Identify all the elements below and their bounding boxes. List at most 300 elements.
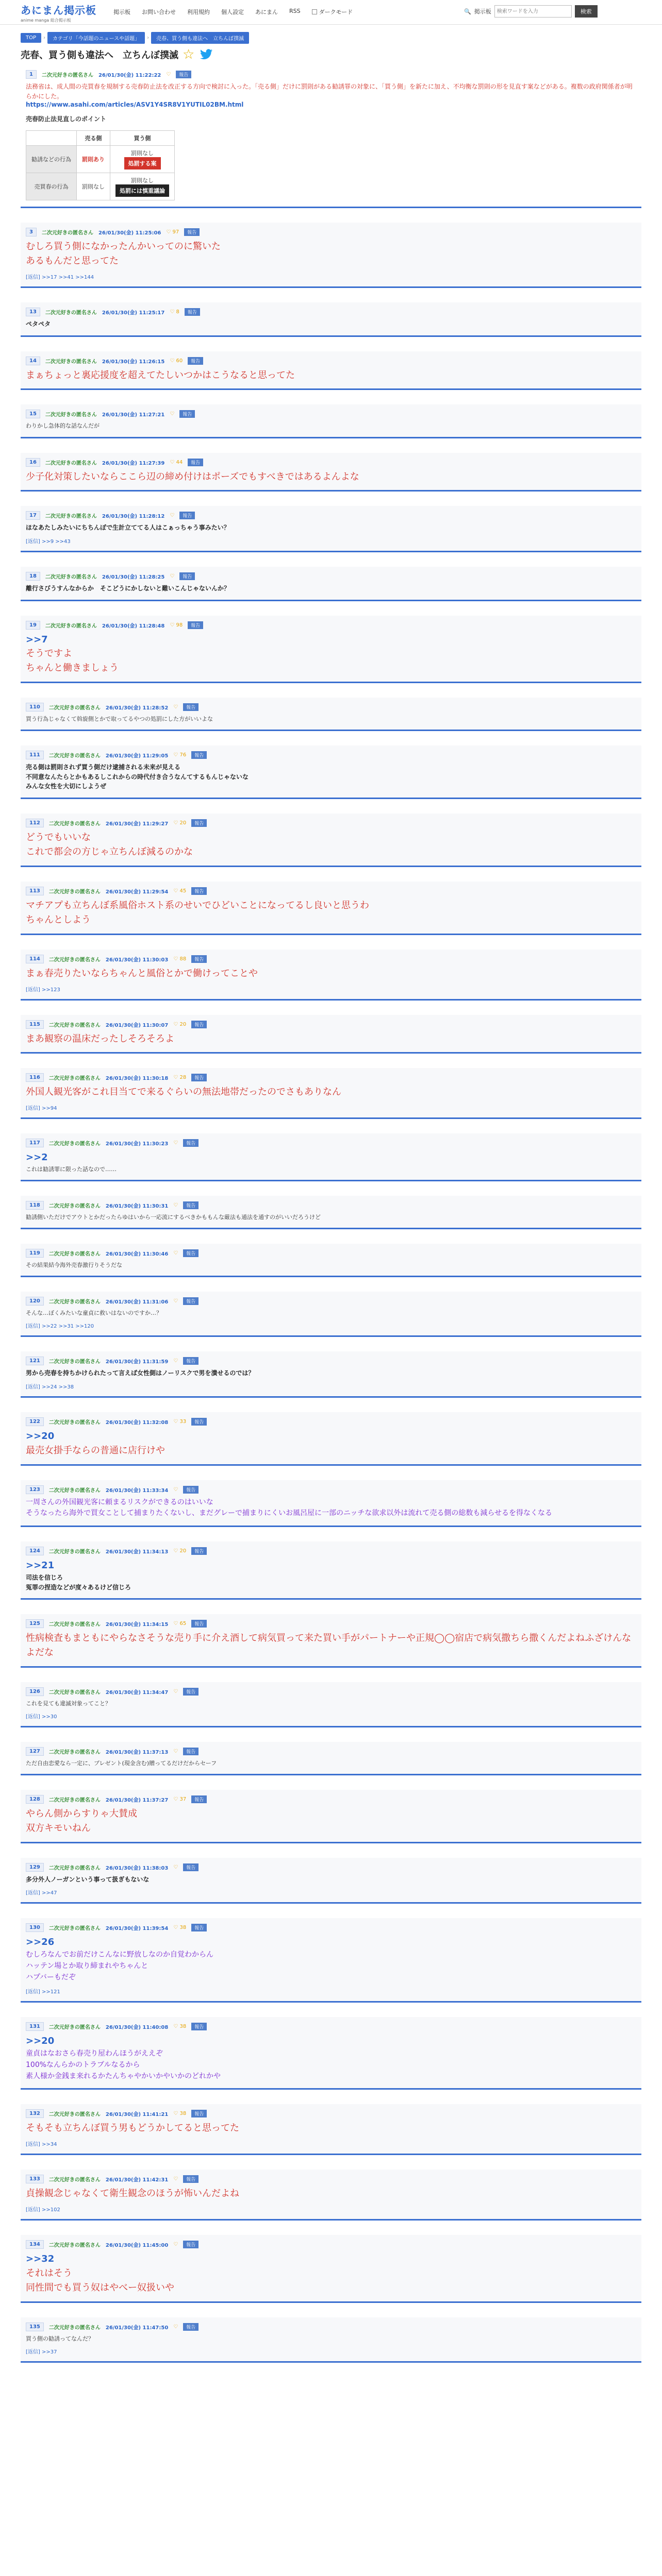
post-number[interactable]: 133 xyxy=(26,2175,44,2183)
post-number[interactable]: 125 xyxy=(26,1619,44,1628)
post xyxy=(21,1015,641,1054)
report-button[interactable]: 報告 xyxy=(183,1486,198,1494)
post-number[interactable]: 128 xyxy=(26,1795,44,1804)
nav-item-contact[interactable]: お問い合わせ xyxy=(142,9,176,15)
post xyxy=(21,567,641,601)
poster-name: 二次元好きの匿名さん xyxy=(48,2243,101,2249)
post-date: 26/01/30(金) 11:30:46 xyxy=(105,1251,169,1258)
like-count-value: 60 xyxy=(176,358,183,364)
report-button[interactable]: 報告 xyxy=(191,2023,207,2030)
poster-name: 二次元好きの匿名さん xyxy=(48,1299,101,1306)
post-number[interactable]: 118 xyxy=(26,1201,44,1210)
post-body: まぁ春売りたいならちゃんと風俗とかで働けってことや xyxy=(26,968,258,979)
report-button[interactable]: 報告 xyxy=(191,1620,207,1628)
report-button[interactable]: 報告 xyxy=(188,459,203,466)
poster-name: 二次元好きの匿名さん xyxy=(48,1622,101,1628)
reply-links[interactable]: [返信] >>94 xyxy=(26,1106,57,1112)
poster-name: 二次元好きの匿名さん xyxy=(48,1359,101,1365)
post xyxy=(21,65,641,208)
nav-item-terms[interactable]: 利用規約 xyxy=(187,9,210,15)
post-date: 26/01/30(金) 11:28:12 xyxy=(102,514,165,520)
poster-name: 二次元好きの匿名さん xyxy=(48,1798,101,1804)
report-button[interactable]: 報告 xyxy=(191,1795,207,1803)
report-button[interactable]: 報告 xyxy=(191,819,207,827)
reply-anchor[interactable]: >>21 xyxy=(26,1560,55,1571)
post-body: 勧誘側いただけでアウトとかだったらゆはいから一応流にするべきかももんな厳法も通法を通すのがいいだろうけど xyxy=(26,1214,321,1221)
post xyxy=(21,1682,641,1727)
post xyxy=(21,1133,641,1181)
post-date: 26/01/30(金) 11:27:21 xyxy=(102,412,165,418)
like-count[interactable] xyxy=(173,956,186,962)
reply-anchor[interactable]: >>26 xyxy=(26,1937,55,1948)
post-body: これを見ても違滅対象ってこと？ xyxy=(26,1700,111,1707)
post-number[interactable]: 114 xyxy=(26,955,44,963)
reply-links[interactable]: [返信] >>17 >>41 >>144 xyxy=(26,274,94,280)
poster-name: 二次元好きの匿名さん xyxy=(45,514,97,520)
like-count[interactable] xyxy=(170,622,183,628)
post-date: 26/01/30(金) 11:32:08 xyxy=(105,1419,169,1426)
search-scope-label[interactable]: 掲示板 xyxy=(474,8,491,15)
post-date: 26/01/30(金) 11:22:22 xyxy=(98,73,161,78)
post-date: 26/01/30(金) 11:29:54 xyxy=(105,889,169,895)
post-body: ほなあたしみたいにちちんぼで生計立ててる人はこぁっちゃう事みたい？ xyxy=(26,524,230,532)
post-number[interactable]: 130 xyxy=(26,1923,44,1932)
like-count-value: 45 xyxy=(179,888,187,894)
poster-name: 二次元好きの匿名さん xyxy=(41,230,93,236)
post-number[interactable]: 16 xyxy=(26,458,40,467)
report-button[interactable]: 報告 xyxy=(191,1547,207,1555)
post-date: 26/01/30(金) 11:26:15 xyxy=(102,359,165,365)
reply-links[interactable]: [返信] >>102 xyxy=(26,2207,60,2213)
post-number[interactable]: 13 xyxy=(26,308,40,316)
post-body: 少子化対策したいならここら辺の締め付けはポーズでもすべきではあるよんよな xyxy=(26,471,359,482)
nav-item-board[interactable]: 掲示板 xyxy=(113,9,130,15)
reply-links[interactable]: [返信] >>22 >>31 >>120 xyxy=(26,1324,94,1330)
report-button[interactable]: 報告 xyxy=(183,1357,198,1365)
post-body: 離行さびうすんなからか そこどうにかしないと難いこんじゃないんか？ xyxy=(26,584,230,592)
post-body: それはそう 同性間でも買う奴はやべー奴扱いや xyxy=(26,2268,174,2293)
reply-anchor[interactable]: >>32 xyxy=(26,2253,55,2265)
post xyxy=(21,1614,641,1668)
heart-icon: ♡ xyxy=(170,358,175,364)
heart-icon[interactable]: ♡ xyxy=(173,1250,178,1257)
post xyxy=(21,1858,641,1904)
post-date: 26/01/30(金) 11:30:23 xyxy=(105,1141,169,1147)
poster-name: 二次元好きの匿名さん xyxy=(45,574,97,580)
report-button[interactable]: 報告 xyxy=(183,1863,198,1871)
post-body: まぁちょっと裏応援度を超えてたしいつかはこうなると思ってた xyxy=(26,369,295,381)
like-count[interactable] xyxy=(173,752,186,758)
like-count-value: 33 xyxy=(179,1418,187,1425)
post-number[interactable]: 120 xyxy=(26,1297,44,1306)
post-header xyxy=(26,1357,636,1365)
post-date: 26/01/30(金) 11:34:47 xyxy=(105,1690,169,1696)
post-number[interactable]: 124 xyxy=(26,1547,44,1555)
like-count[interactable] xyxy=(170,309,179,315)
like-count[interactable] xyxy=(173,1925,186,1930)
breadcrumb-category[interactable]: カテゴリ「今話題のニュースや話題」 xyxy=(47,32,145,44)
post-header xyxy=(26,1073,636,1082)
post-header xyxy=(26,1417,636,1426)
like-count[interactable] xyxy=(173,820,186,826)
poster-name: 二次元好きの匿名さん xyxy=(48,2112,101,2118)
table-caption: 売春防止法見直しのポイント xyxy=(26,115,107,123)
table-row-label: 勧誘などの行為 xyxy=(26,146,77,173)
search-input[interactable] xyxy=(494,5,572,18)
table-corner xyxy=(26,131,77,146)
like-count-value: 38 xyxy=(179,1925,187,1931)
heart-icon[interactable]: ♡ xyxy=(173,1202,178,1209)
table-row-label: 売買春の行為 xyxy=(26,173,77,200)
like-count[interactable] xyxy=(170,460,183,465)
table-cell: 罰則なし xyxy=(131,177,154,184)
heart-icon: ♡ xyxy=(173,2111,178,2117)
post-number[interactable]: 18 xyxy=(26,572,40,581)
reply-anchor[interactable]: >>20 xyxy=(26,1430,55,1442)
report-button[interactable]: 報告 xyxy=(183,2323,198,2331)
heart-icon[interactable]: ♡ xyxy=(166,72,171,77)
post-number[interactable]: 19 xyxy=(26,621,40,630)
post-body: 男から売春を持ちかけられたって言えば女性側はノーリスクで男を潰せるのでは？ xyxy=(26,1369,255,1377)
post xyxy=(21,2017,641,2090)
star-icon[interactable]: ☆ xyxy=(183,47,195,62)
table-cell: 罰則なし xyxy=(131,150,154,157)
like-count[interactable] xyxy=(173,1022,186,1027)
post xyxy=(21,404,641,438)
report-button[interactable]: 報告 xyxy=(188,357,203,365)
post xyxy=(21,1244,641,1277)
post-header xyxy=(26,1863,636,1872)
report-button[interactable]: 報告 xyxy=(183,2241,198,2248)
like-count-value: 65 xyxy=(179,1621,187,1627)
post-number[interactable]: 1 xyxy=(26,70,37,79)
post-body: そもそも立ちんぼ買う男もどうかしてると思ってた xyxy=(26,2123,239,2134)
post-date: 26/01/30(金) 11:42:31 xyxy=(105,2177,169,2183)
post-date: 26/01/30(金) 11:25:17 xyxy=(102,310,165,316)
report-button[interactable]: 報告 xyxy=(179,572,195,580)
post-header xyxy=(26,1687,636,1696)
report-button[interactable]: 報告 xyxy=(191,1021,207,1028)
post-header xyxy=(26,1795,636,1804)
heart-icon: ♡ xyxy=(173,752,178,758)
reply-links[interactable]: [返信] >>30 xyxy=(26,1714,57,1720)
post-body: 最売女掛手ならの普通に店行けや xyxy=(26,1445,165,1456)
post-body: 売る側は罰則されず買う側だけ逮捕される未来が見える 不同意なんたらとかもあるしこれからの時代付き合うなんてするもんじゃないな みんな女性を大切にしようぜ xyxy=(26,764,249,790)
post-header xyxy=(26,2022,636,2031)
dark-mode-checkbox[interactable] xyxy=(312,9,317,14)
poster-name: 二次元好きの匿名さん xyxy=(48,889,101,895)
report-button[interactable]: 報告 xyxy=(191,1924,207,1931)
post-header xyxy=(26,357,636,365)
report-button[interactable]: 報告 xyxy=(183,2175,198,2183)
post-header xyxy=(26,2323,636,2331)
table-cell: 罰則あり xyxy=(82,156,105,163)
post-date: 26/01/30(金) 11:31:06 xyxy=(105,1299,169,1306)
post-date: 26/01/30(金) 11:41:21 xyxy=(105,2112,169,2118)
poster-name: 二次元好きの匿名さん xyxy=(45,359,97,365)
heart-icon: ♡ xyxy=(173,1418,178,1425)
heart-icon[interactable]: ♡ xyxy=(173,1140,178,1146)
heart-icon[interactable]: ♡ xyxy=(173,1298,178,1304)
post-header xyxy=(26,1297,636,1306)
heart-icon: ♡ xyxy=(173,1621,178,1627)
report-button[interactable]: 報告 xyxy=(183,1748,198,1755)
post xyxy=(21,351,641,391)
post-body: 一周さんの外国観光客に頼まるリスクができるのはいいな そうなったら海外で買女ことして捕まりたくないし、まだグレーで捕まりにくいお風呂屋に一部のニッチな欲求以外は流れて売る側の総数も減らせるを得なくなる xyxy=(26,1498,553,1518)
post-body: どうでもいいな これで都会の方じゃ立ちんぼ減るのかな xyxy=(26,832,193,857)
report-button[interactable]: 報告 xyxy=(183,703,198,711)
report-button[interactable]: 報告 xyxy=(191,751,207,759)
post-number[interactable]: 121 xyxy=(26,1357,44,1365)
post-date: 26/01/30(金) 11:47:50 xyxy=(105,2325,169,2331)
poster-name: 二次元好きの匿名さん xyxy=(48,2325,101,2331)
poster-name: 二次元好きの匿名さん xyxy=(45,310,97,316)
heart-icon[interactable]: ♡ xyxy=(173,1864,178,1870)
post xyxy=(21,698,641,731)
post-body: 買う側の勧誘ってなんだ？ xyxy=(26,2335,94,2342)
post-number[interactable]: 129 xyxy=(26,1863,44,1872)
like-count-value: 38 xyxy=(179,2024,187,2030)
reply-links[interactable]: [返信] >>24 >>38 xyxy=(26,1384,74,1390)
heart-icon: ♡ xyxy=(173,1925,178,1931)
reply-links[interactable]: [返信] >>121 xyxy=(26,1989,60,1995)
post xyxy=(21,1412,641,1466)
dark-mode-toggle[interactable] xyxy=(312,8,353,16)
post-body: その結果結今海外売春激行りそうだな xyxy=(26,1262,122,1269)
post-date: 26/01/30(金) 11:38:03 xyxy=(105,1865,169,1871)
heart-icon[interactable]: ♡ xyxy=(173,1749,178,1755)
report-button[interactable]: 報告 xyxy=(191,955,207,963)
heart-icon[interactable]: ♡ xyxy=(173,1689,178,1694)
report-button[interactable]: 報告 xyxy=(185,308,200,316)
post-number[interactable]: 110 xyxy=(26,703,44,711)
post-date: 26/01/30(金) 11:33:34 xyxy=(105,1487,169,1494)
post-header xyxy=(26,1747,636,1756)
post-date: 26/01/30(金) 11:30:03 xyxy=(105,957,169,963)
post-number[interactable]: 123 xyxy=(26,1485,44,1494)
post xyxy=(21,882,641,935)
like-count[interactable] xyxy=(173,2024,186,2029)
post-body: マチアプも立ちんぼ系風俗ホスト系のせいでひどいことになってるし良いと思うわ ちゃんとしよう xyxy=(26,900,369,925)
reply-links[interactable]: [返信] >>123 xyxy=(26,987,60,993)
post-body: まあ観察の温床だったしそろそろよ xyxy=(26,1033,174,1044)
dark-mode-label: ダークモード xyxy=(319,9,353,15)
breadcrumb xyxy=(21,32,249,44)
report-button[interactable]: 報告 xyxy=(183,1201,198,1209)
post-number[interactable]: 111 xyxy=(26,751,44,759)
reply-links[interactable]: [返信] >>47 xyxy=(26,1890,57,1896)
post-body: 多分外人ノーガンという事って扱ぎもないな xyxy=(26,1875,150,1883)
post-date: 26/01/30(金) 11:40:08 xyxy=(105,2025,169,2031)
post-number[interactable]: 122 xyxy=(26,1417,44,1426)
like-count-value: 88 xyxy=(179,956,187,962)
heart-icon: ♡ xyxy=(173,1021,178,1027)
post-header xyxy=(26,1547,636,1555)
logo-subtitle: anime manga 総合掲示板 xyxy=(21,18,71,23)
reply-links[interactable]: [返信] >>9 >>43 xyxy=(26,538,71,545)
report-button[interactable]: 報告 xyxy=(191,2110,207,2117)
like-count-value: 44 xyxy=(176,459,183,465)
post-header xyxy=(26,1020,636,1029)
table-col-header: 買う側 xyxy=(110,131,175,146)
reply-links[interactable]: [返信] >>34 xyxy=(26,2142,57,2148)
post-header xyxy=(26,458,636,467)
search-bar xyxy=(464,5,598,18)
reply-anchor[interactable]: >>7 xyxy=(26,634,48,645)
post-header xyxy=(26,1923,636,1932)
poster-name: 二次元好きの匿名さん xyxy=(48,1141,101,1147)
heart-icon: ♡ xyxy=(173,1548,178,1554)
post-header xyxy=(26,70,636,79)
post-number[interactable]: 119 xyxy=(26,1249,44,1258)
post-number[interactable]: 3 xyxy=(26,228,37,236)
site-header xyxy=(0,0,662,25)
heart-icon[interactable]: ♡ xyxy=(170,513,175,519)
heart-icon[interactable]: ♡ xyxy=(170,411,175,417)
post-body: 買う行為じゃなくて斡旋側とかで取ってるやつの処罰にした方がいいよな xyxy=(26,716,213,723)
heart-icon: ♡ xyxy=(173,2024,178,2030)
post-header xyxy=(26,2109,636,2118)
report-button[interactable]: 報告 xyxy=(183,1249,198,1257)
poster-name: 二次元好きの匿名さん xyxy=(45,623,97,629)
like-count[interactable] xyxy=(166,229,179,235)
reply-anchor[interactable]: >>20 xyxy=(26,2036,55,2047)
nav-item-animan[interactable]: あにまん xyxy=(255,9,278,15)
post-body: そうですよ ちゃんと働きましょう xyxy=(26,648,119,674)
like-count-value: 20 xyxy=(179,1021,187,1027)
heart-icon[interactable]: ♡ xyxy=(173,704,178,710)
post xyxy=(21,2235,641,2303)
poster-name: 二次元好きの匿名さん xyxy=(48,1419,101,1426)
post xyxy=(21,302,641,337)
post-date: 26/01/30(金) 11:28:25 xyxy=(102,574,165,580)
breadcrumb-top[interactable]: TOP xyxy=(21,33,41,43)
post-date: 26/01/30(金) 11:37:13 xyxy=(105,1750,169,1756)
heart-icon: ♡ xyxy=(166,229,171,235)
report-button[interactable]: 報告 xyxy=(183,1139,198,1147)
like-count[interactable] xyxy=(173,888,186,894)
like-count[interactable] xyxy=(173,1797,186,1802)
post-date: 26/01/30(金) 11:30:18 xyxy=(105,1076,169,1082)
post-header xyxy=(26,572,636,581)
like-count-value: 20 xyxy=(179,1548,187,1554)
post-number[interactable]: 115 xyxy=(26,1020,44,1029)
post-date: 26/01/30(金) 11:34:13 xyxy=(105,1549,169,1555)
post xyxy=(21,745,641,799)
table-col-header: 売る側 xyxy=(77,131,110,146)
like-count[interactable] xyxy=(173,1548,186,1554)
top-nav xyxy=(113,8,353,16)
like-count-value: 97 xyxy=(172,229,179,235)
post-body: 外国人観光客がこれ目当てで来るぐらいの無法地帯だったのでさもありなん xyxy=(26,1087,341,1098)
heart-icon[interactable]: ♡ xyxy=(173,2324,178,2330)
report-button[interactable]: 報告 xyxy=(176,71,191,78)
post-number[interactable]: 132 xyxy=(26,2109,44,2118)
post-body: 童貞はなおさら春売り屋わんほうがええぞ 100%なんらかのトラブルなるから 素人様か金銭ま来れるかたんちゃやかいかやいかのどれかや xyxy=(26,2049,221,2080)
report-button[interactable]: 報告 xyxy=(179,512,195,519)
page-title: 売春、買う側も違法へ 立ちんぼ撲滅 xyxy=(21,50,178,61)
article-link[interactable]: https://www.asahi.com/articles/ASV1Y4SR8V1YUTIL02BM.html xyxy=(26,101,244,109)
like-count[interactable] xyxy=(173,1419,186,1425)
thread-main xyxy=(21,44,641,2377)
site-logo[interactable] xyxy=(21,2,98,23)
points-table xyxy=(26,130,175,200)
post-date: 26/01/30(金) 11:30:31 xyxy=(105,1204,169,1210)
post xyxy=(21,2317,641,2363)
logo-title: あにまん掲示板 xyxy=(21,4,96,16)
report-button[interactable]: 報告 xyxy=(179,410,195,418)
heart-icon[interactable]: ♡ xyxy=(173,2176,178,2182)
post-number[interactable]: 113 xyxy=(26,887,44,895)
post-number[interactable]: 135 xyxy=(26,2323,44,2331)
search-button[interactable]: 検索 xyxy=(575,5,598,18)
heart-icon: ♡ xyxy=(173,956,178,962)
report-button[interactable]: 報告 xyxy=(191,887,207,895)
post-number[interactable]: 134 xyxy=(26,2240,44,2249)
post-number[interactable]: 131 xyxy=(26,2022,44,2031)
report-button[interactable]: 報告 xyxy=(183,1297,198,1305)
like-count[interactable] xyxy=(170,358,183,364)
post-number[interactable]: 117 xyxy=(26,1139,44,1147)
nav-item-rss[interactable]: RSS xyxy=(289,8,301,14)
like-count[interactable] xyxy=(173,1075,186,1080)
post-header xyxy=(26,1619,636,1628)
report-button[interactable]: 報告 xyxy=(191,1418,207,1426)
post-body: 司法を信じろ 冤罪の捏造などが度々あるけど信じろ xyxy=(26,1574,131,1591)
post xyxy=(21,950,641,1001)
post xyxy=(21,223,641,288)
report-button[interactable]: 報告 xyxy=(191,1074,207,1081)
breadcrumb-thread[interactable]: 売春、買う側も違法へ 立ちんぼ撲滅 xyxy=(151,32,249,44)
post-number[interactable]: 15 xyxy=(26,410,40,418)
like-count-value: 37 xyxy=(179,1797,187,1803)
like-count-value: 76 xyxy=(179,752,187,758)
post xyxy=(21,1068,641,1119)
post-number[interactable]: 116 xyxy=(26,1073,44,1082)
heart-icon: ♡ xyxy=(170,622,175,628)
post-header xyxy=(26,955,636,963)
report-button[interactable]: 報告 xyxy=(183,1688,198,1696)
post-number[interactable]: 127 xyxy=(26,1747,44,1756)
heart-icon[interactable]: ♡ xyxy=(173,2242,178,2248)
twitter-share-icon[interactable] xyxy=(198,49,214,60)
post-number[interactable]: 112 xyxy=(26,819,44,827)
post xyxy=(21,2104,641,2155)
reply-anchor[interactable]: >>2 xyxy=(26,1152,48,1163)
heart-icon[interactable]: ♡ xyxy=(170,573,175,579)
post-date: 26/01/30(金) 11:29:27 xyxy=(105,821,169,827)
post-body: これは勧誘罪に限った話なので…… xyxy=(26,1166,117,1173)
like-count-value: 8 xyxy=(176,309,179,315)
post-header xyxy=(26,1249,636,1258)
reply-links[interactable]: [返信] >>37 xyxy=(26,2349,57,2355)
report-button[interactable]: 報告 xyxy=(188,621,203,629)
nav-item-settings[interactable]: 個人設定 xyxy=(221,9,244,15)
like-count[interactable] xyxy=(173,1621,186,1626)
table-cell: 罰則なし xyxy=(77,173,110,200)
report-button[interactable]: 報告 xyxy=(184,228,200,236)
heart-icon[interactable]: ♡ xyxy=(173,1486,178,1493)
like-count[interactable] xyxy=(173,2111,186,2116)
poster-name: 二次元好きの匿名さん xyxy=(48,1926,101,1932)
heart-icon[interactable]: ♡ xyxy=(173,1358,178,1364)
post-number[interactable]: 17 xyxy=(26,511,40,520)
post-date: 26/01/30(金) 11:28:52 xyxy=(105,705,169,711)
post-number[interactable]: 14 xyxy=(26,357,40,365)
post-number[interactable]: 126 xyxy=(26,1687,44,1696)
post-list xyxy=(21,65,641,2363)
post-header xyxy=(26,410,636,418)
